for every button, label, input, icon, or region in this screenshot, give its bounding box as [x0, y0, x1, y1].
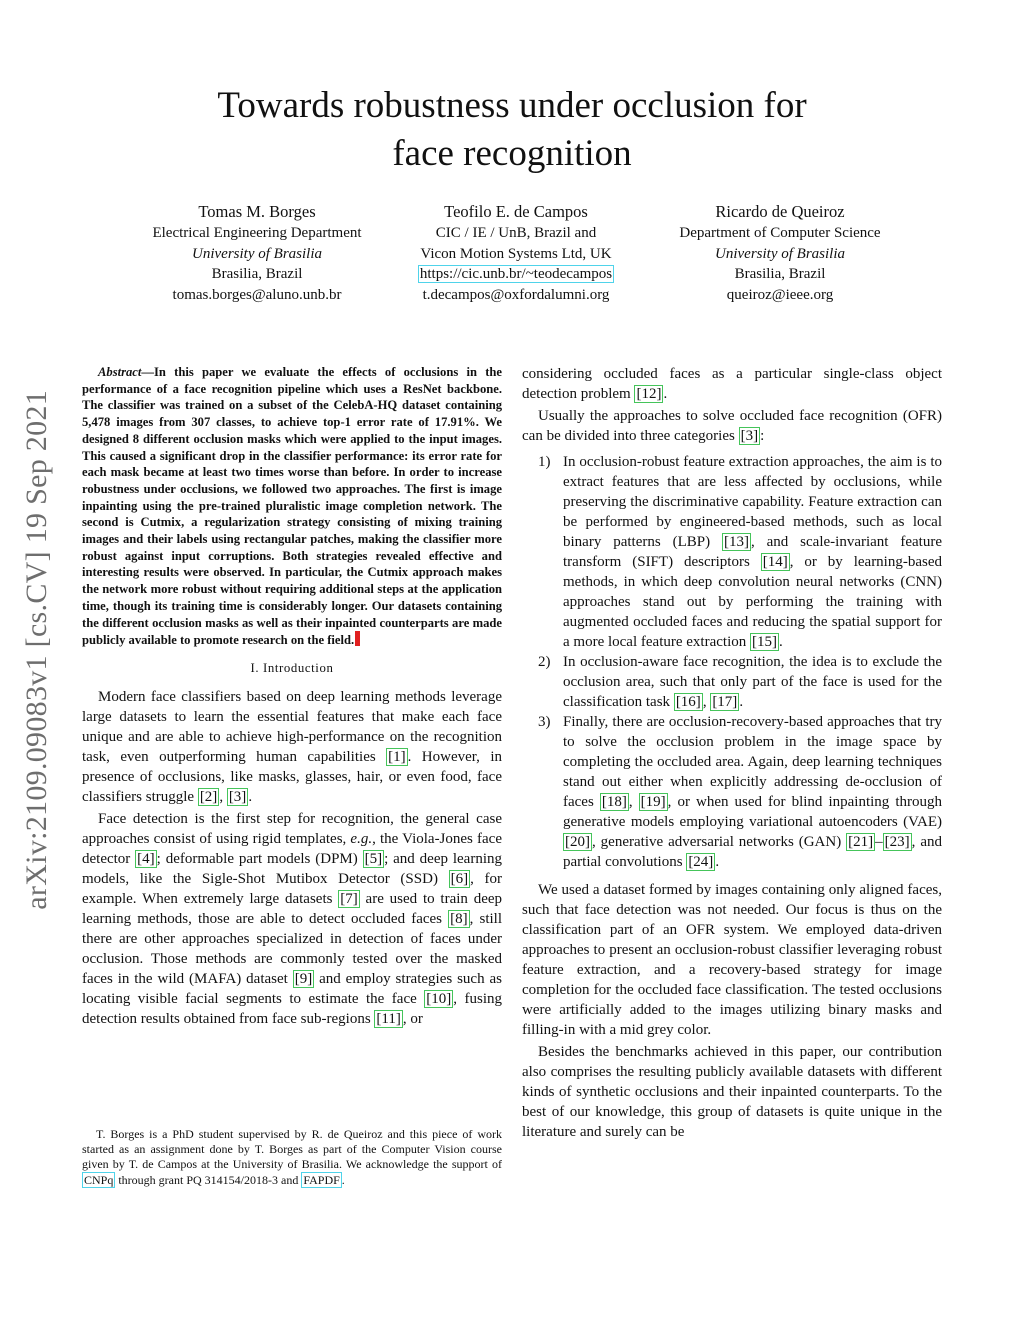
- author-city: Brasilia, Brazil: [734, 266, 826, 283]
- author-name: Tomas M. Borges: [198, 202, 316, 221]
- author-department: Electrical Engineering Department: [152, 225, 362, 242]
- arxiv-identifier: [4, 356, 70, 944]
- author-homepage-link[interactable]: https://cic.unb.br/~teodecampos: [419, 266, 613, 283]
- citation-link[interactable]: [21]: [848, 834, 874, 850]
- author-block-2: [376, 202, 656, 305]
- cnpq-link[interactable]: CNPq: [84, 1172, 114, 1187]
- citation-link[interactable]: [9]: [294, 970, 313, 987]
- citation-link[interactable]: [15]: [751, 634, 777, 650]
- citation-link[interactable]: [23]: [884, 834, 910, 850]
- citation-link[interactable]: [4]: [137, 850, 155, 867]
- title-line-2: face recognition: [392, 133, 632, 174]
- citation-link[interactable]: [18]: [601, 794, 627, 810]
- abstract-label: Abstract: [98, 365, 142, 379]
- right-column: [522, 364, 942, 1142]
- list-item: 2) In occlusion-aware face recognition, the idea is to exclude the occlusion area, such that only part of the face is used for the classification task [16] , [17] .: [538, 654, 942, 710]
- author-email: tomas.borges@aluno.unb.br: [172, 286, 342, 303]
- list-item: 1) In occlusion-robust feature extraction approaches, the aim is to extract features that are less affected by occlusions, while preserving the discriminative capability. Feature extraction can be performed by engineered-based methods, such as local binary patterns (LBP) [13] , and scale-invariant feature transform (SIFT) descriptors [14] , or by learning-based methods, in which deep convolution neural networks (CNN) approaches stand out by performing the training with augmented occluded faces and reducing the spatial support for a more local feature extraction [15] .: [538, 454, 942, 650]
- citation-link[interactable]: [24]: [688, 854, 714, 870]
- right-paragraph-2: Usually the approaches to solve occluded face recognition (OFR) can be divided into three categories [3] :: [522, 408, 942, 444]
- left-column: [82, 364, 502, 1029]
- citation-link[interactable]: [7]: [340, 890, 358, 907]
- abstract-dash: —: [141, 365, 154, 379]
- title-line-1: Towards robustness under occlusion for: [217, 85, 807, 126]
- right-paragraph-1: considering occluded faces as a particular single-class object detection problem [12] .: [522, 366, 942, 402]
- right-paragraph-3: We used a dataset formed by images containing only aligned faces, such that face detection was not needed. Our focus is thus on the classification part of an OFR system. We employed data-driven approaches to present an occlusion-robust classifier leveraging robust feature extraction, and a recovery-based strategy for image completion for the occluded face classification. The tested occlusions were artificially added to the images utilizing binary masks and filling-in with a mid grey color.: [522, 882, 942, 1038]
- author-department: Department of Computer Science: [679, 225, 881, 242]
- citation-link[interactable]: [16]: [675, 694, 701, 710]
- citation-link[interactable]: [17]: [712, 694, 738, 710]
- footnote: T. Borges is a PhD student supervised by R. de Queiroz and this piece of work started as an assignment done by T. Borges as part of the Computer Vision course given by T. de Campos at the University of Brasilia. We acknowledge the support of CNPq through grant PQ 314154/2018-3 and FAPDF .: [82, 1127, 502, 1187]
- citation-link[interactable]: [14]: [762, 554, 788, 570]
- author-institution: University of Brasilia: [192, 245, 322, 262]
- citation-link[interactable]: [3]: [740, 428, 759, 444]
- author-institution: University of Brasilia: [715, 245, 845, 262]
- intro-paragraph-1: Modern face classifiers based on deep learning methods leverage large datasets to learn the essential features that make each face unique and are able to achieve high-performance on the recognition task, even outperforming human capabilities [1] . However, in presence of occlusions, like masks, glasses, hair, or even food, face classifiers struggle [2] , [3] .: [82, 688, 502, 805]
- section-heading-introduction: I. Introduction: [250, 660, 334, 675]
- citation-link[interactable]: [12]: [636, 386, 662, 402]
- citation-link[interactable]: [2]: [199, 788, 218, 805]
- citation-link[interactable]: [6]: [450, 870, 469, 887]
- right-paragraph-4: Besides the benchmarks achieved in this paper, our contribution also comprises the resulting publicly available datasets with different kinds of synthetic occlusions and their inpainted counterparts. To the best of our knowledge, this group of datasets is quite unique in the literature and surely can be: [522, 1044, 942, 1140]
- intro-paragraph-2: Face detection is the first step for recognition, the general case approaches consist of using rigid templates, e.g., the Viola-Jones face detector [4] ; deformable part models (DPM) [5] ; and deep learning models, like the Sigle-Shot Mutibox Detector (SSD) [6] , for example. When extremely large datasets [7] are used to train deep learning methods, those are able to detect occluded faces [8] , still there are other approaches specialized in detection of faces under occlusion. Those methods are commonly tested over the masked faces in the wild (MAFA) dataset [9] and employ strategies such as locating visible facial segments to estimate the face [10] , fusing detection results obtained from face sub-regions [11] , or: [82, 810, 503, 1027]
- author-block-3: [630, 202, 930, 305]
- arxiv-id-text: arXiv:2109.09083v1 [cs.CV] 19 Sep 2021: [20, 390, 53, 910]
- author-organization: Vicon Motion Systems Ltd, UK: [420, 245, 612, 262]
- author-city: Brasilia, Brazil: [211, 266, 303, 283]
- citation-link[interactable]: [5]: [364, 850, 383, 867]
- abstract: [82, 364, 502, 649]
- author-email: queiroz@ieee.org: [726, 286, 834, 303]
- citation-link[interactable]: [11]: [376, 1010, 401, 1027]
- citation-link[interactable]: [13]: [723, 534, 749, 550]
- citation-link[interactable]: [8]: [450, 910, 468, 927]
- citation-link[interactable]: [3]: [228, 788, 247, 805]
- fapdf-link[interactable]: FAPDF: [303, 1172, 340, 1187]
- author-department: CIC / IE / UnB, Brazil and: [435, 225, 597, 242]
- citation-link[interactable]: [1]: [388, 748, 406, 765]
- author-email: t.decampos@oxfordalumni.org: [422, 286, 610, 303]
- abstract-text: In this paper we evaluate the effects of occlusions in the performance of a face recognition pipeline which uses a ResNet backbone. The classifier was trained on a subset of the CelebA-HQ dataset containing 5,478 images from 307 classes, to achieve top-1 error rate of 17.91%. We designed 8 different occlusion masks which were applied to the input images. This caused a significant drop in the classifier performance: its error rate for each mask became at least two times worse than before. In order to increase robustness under occlusions, we followed two approaches. The first is image inpainting using the pre-trained pluralistic image completion network. The second is Cutmix, a regularization strategy consisting of mixing training images and their labels using rectangular patches, making the classifier more robust against input corruptions. Both strategies revealed effective and interesting results were observed. In particular, the Cutmix approach makes the network more robust without requiring additional steps at the application time, though its training time is considerably longer. Our datasets containing the different occlusion masks as well as their inpainted counterparts are made publicly available to promote research on the field.: [82, 365, 502, 648]
- footnote-marker[interactable]: [355, 631, 360, 646]
- paper-title: [112, 82, 912, 178]
- citation-link[interactable]: [10]: [426, 990, 452, 1007]
- author-block-1: [112, 202, 402, 305]
- citation-link[interactable]: [20]: [565, 834, 590, 850]
- list-item: 3) Finally, there are occlusion-recovery-based approaches that try to solve the occlusion problem in the image space by completing the occluded area. Again, deep learning techniques stand out either when explicitly addressing de-occlusion of faces [18] , [19] , or when used for blind inpainting through generative models employing variational autoencoders (VAE) [20] , generative adversarial networks (GAN) [21] – [23] , and partial convolutions [24] .: [538, 714, 943, 870]
- author-name: Teofilo E. de Campos: [444, 202, 588, 221]
- category-list: [522, 452, 942, 872]
- citation-link[interactable]: [19]: [640, 794, 666, 810]
- author-name: Ricardo de Queiroz: [715, 202, 845, 221]
